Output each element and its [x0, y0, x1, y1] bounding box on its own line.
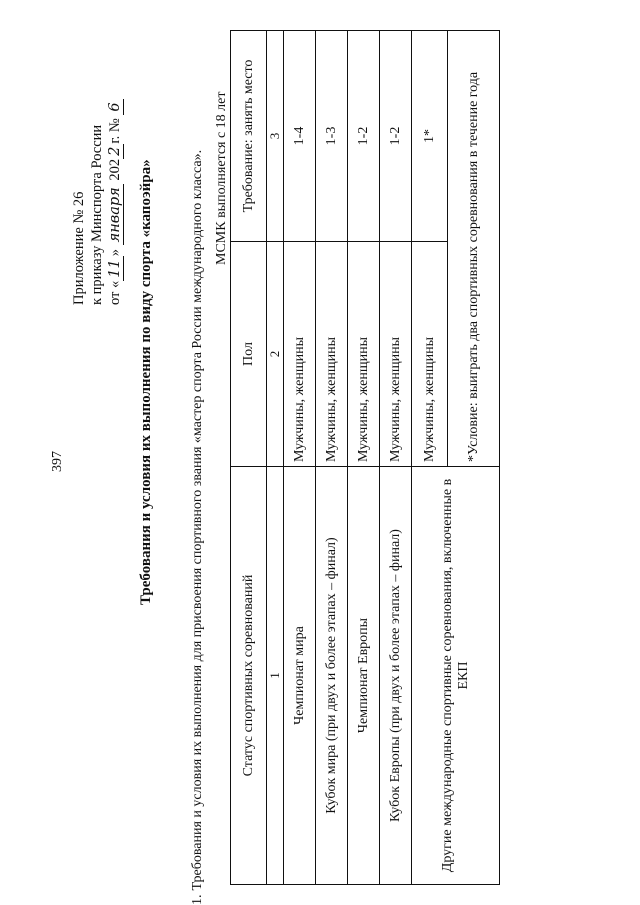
- handwritten-day: 11: [107, 256, 124, 280]
- table-row: [348, 31, 380, 885]
- place-cell: 1-3: [316, 31, 348, 242]
- handwritten-month: января: [107, 184, 124, 245]
- table-index-row: [267, 31, 284, 885]
- section-text: Требования и условия их выполнения для присвоения спортивного звания «мастер спорта России международного класса».: [190, 149, 205, 891]
- section-number: 1.: [190, 894, 205, 905]
- status-cell: Другие международные спортивные соревнования, включенные в ЕКП: [412, 467, 500, 885]
- status-cell: Кубок мира (при двух и более этапах – финал): [316, 467, 348, 885]
- table-row: [412, 31, 448, 885]
- annex-date: от «11» января 2022г. № 6: [106, 99, 124, 305]
- annex-title: Приложение № 26: [71, 191, 87, 305]
- index-cell: 1: [267, 467, 284, 885]
- place-cell: 1-4: [284, 31, 316, 242]
- place-cell: 1*: [412, 31, 448, 242]
- requirements-table: [230, 30, 500, 885]
- gender-cell: Мужчины, женщины: [348, 242, 380, 467]
- table-row: [284, 31, 316, 885]
- index-cell: 3: [267, 31, 284, 242]
- header-gender: Пол: [231, 242, 267, 467]
- place-cell: 1-2: [348, 31, 380, 242]
- place-cell: 1-2: [380, 31, 412, 242]
- status-cell: Кубок Европы (при двух и более этапах – финал): [380, 467, 412, 885]
- gender-cell: Мужчины, женщины: [412, 242, 448, 467]
- annex-order: к приказу Минспорта России: [89, 124, 105, 305]
- gender-cell: Мужчины, женщины: [316, 242, 348, 467]
- annex-header: [70, 99, 124, 305]
- table-row: [380, 31, 412, 885]
- index-cell: 2: [267, 242, 284, 467]
- age-note: МСМК выполняется с 18 лет: [214, 91, 229, 265]
- table-header-row: [231, 31, 267, 885]
- table-row: [316, 31, 348, 885]
- header-requirement: Требование: занять место: [231, 31, 267, 242]
- page-number: 397: [50, 451, 65, 472]
- footnote-condition: *Условие: выиграть два спортивных соревнования в течение года: [448, 31, 500, 467]
- handwritten-order-number: 6: [107, 99, 124, 114]
- handwritten-year-digit: 2: [107, 144, 124, 159]
- status-cell: Чемпионат мира: [284, 467, 316, 885]
- document-title: Требования и условия их выполнения по виду спорта «капоэйра»: [138, 159, 154, 605]
- status-cell: Чемпионат Европы: [348, 467, 380, 885]
- section-heading: [190, 150, 206, 905]
- gender-cell: Мужчины, женщины: [380, 242, 412, 467]
- header-status: Статус спортивных соревнований: [231, 467, 267, 885]
- gender-cell: Мужчины, женщины: [284, 242, 316, 467]
